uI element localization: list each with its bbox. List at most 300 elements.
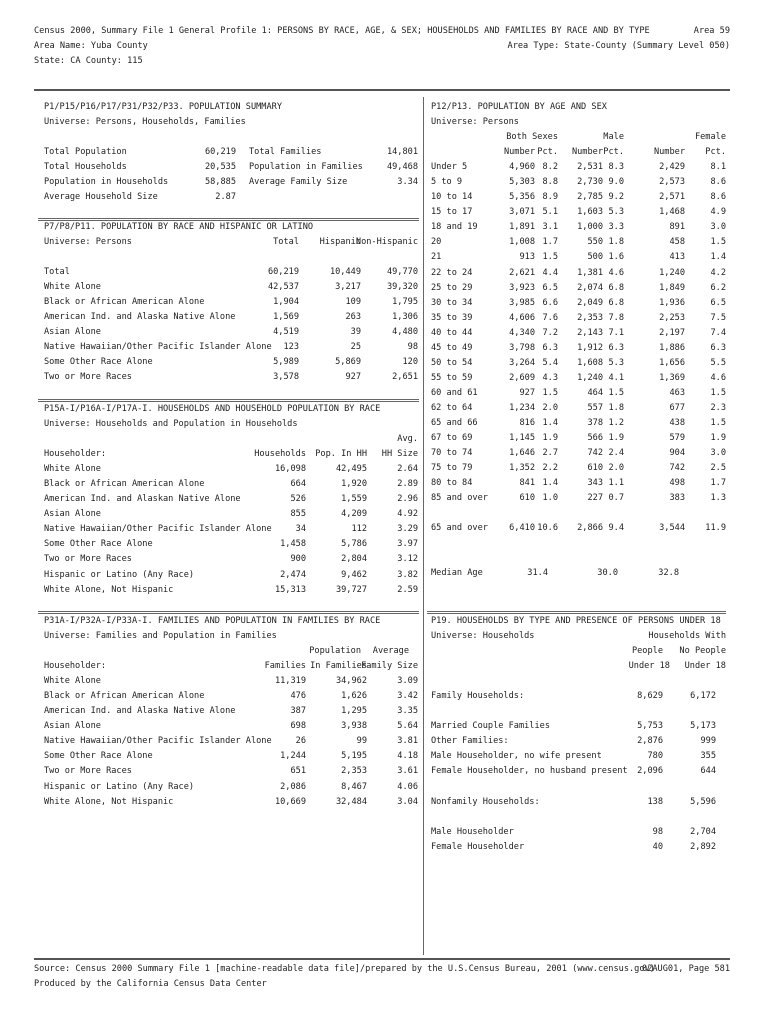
area-name: Area Name: Yuba County xyxy=(34,41,148,51)
male-number: 742 xyxy=(587,448,603,459)
male-pct: 2.4 xyxy=(608,448,624,459)
col-header-average: Average xyxy=(372,646,409,657)
median-age-row: Median Age 31.4 30.0 32.8 xyxy=(431,568,679,579)
female-number: 2,197 xyxy=(659,327,685,338)
non-hispanic-value: 120 xyxy=(402,357,418,368)
female-pct: 6.3 xyxy=(710,342,726,353)
race-label: White Alone, Not Hispanic xyxy=(44,584,174,595)
households-value: 900 xyxy=(290,554,306,565)
age-label: 20 xyxy=(431,237,442,248)
race-row xyxy=(44,312,418,327)
male-number: 2,074 xyxy=(577,282,603,293)
female-pct: 8.1 xyxy=(710,162,726,173)
female-number: 2,573 xyxy=(659,177,685,188)
race-row xyxy=(44,357,418,372)
male-pct: 5.3 xyxy=(608,357,624,368)
section-title: P31A-I/P32A-I/P33A-I. FAMILIES AND POPULATION IN FAMILIES BY RACE xyxy=(44,616,381,626)
male-number: 1,603 xyxy=(577,207,603,218)
both-number: 927 xyxy=(519,387,535,398)
hh-size-value: 3.12 xyxy=(397,554,418,565)
total-value: 1,569 xyxy=(273,312,299,323)
age-label: 55 to 59 xyxy=(431,372,473,383)
age-row xyxy=(431,192,726,207)
in-families-value: 1,626 xyxy=(341,691,367,702)
total-value: 42,537 xyxy=(267,282,299,293)
female-number: 383 xyxy=(669,493,685,504)
age-row xyxy=(431,313,726,328)
section-universe: Universe: Households and Population in Households xyxy=(44,419,298,430)
hh-type-row: Male Householder, no wife present 780 355 xyxy=(431,751,716,762)
section-universe: Universe: Persons, Households, Families xyxy=(44,117,246,128)
source-note: Source: Census 2000 Summary File 1 [machine-readable data file]/prepared by the U.S.Census Bureau, 2001 (www.census.gov) xyxy=(34,964,655,974)
col-header-households-with: Households With xyxy=(648,631,726,642)
family-race-row xyxy=(44,797,418,812)
family-race-row xyxy=(44,706,418,721)
male-number: 1,240 xyxy=(577,372,603,383)
households-value: 1,458 xyxy=(280,539,306,550)
row-label: Average Family Size xyxy=(249,177,348,188)
male-pct: 1.2 xyxy=(608,417,624,428)
both-number: 3,798 xyxy=(509,342,535,353)
male-pct: 6.8 xyxy=(608,297,624,308)
race-label: Native Hawaiian/Other Pacific Islander Alone xyxy=(44,736,272,747)
family-size-value: 3.35 xyxy=(397,706,418,717)
col-header-pct: Pct. xyxy=(705,147,726,158)
col-header-in-families: In Families xyxy=(310,661,367,672)
section-title: P12/P13. POPULATION BY AGE AND SEX xyxy=(431,102,607,112)
non-hispanic-value: 1,795 xyxy=(392,297,418,308)
both-pct: 7.6 xyxy=(542,312,558,323)
age-label: 30 to 34 xyxy=(431,297,473,308)
race-label: White Alone xyxy=(44,282,101,293)
male-number: 2,730 xyxy=(577,177,603,188)
male-pct: 1.8 xyxy=(608,237,624,248)
female-pct: 3.0 xyxy=(710,448,726,459)
race-label: Black or African American Alone xyxy=(44,297,205,308)
race-label: Some Other Race Alone xyxy=(44,751,153,762)
col-header-pct: Pct. xyxy=(537,147,558,158)
female-number: 742 xyxy=(669,463,685,474)
female-number: 1,468 xyxy=(659,207,685,218)
female-pct: 1.5 xyxy=(710,237,726,248)
pop-in-hh-value: 9,462 xyxy=(341,569,367,580)
household-race-row xyxy=(44,554,418,569)
male-pct: 1.9 xyxy=(608,433,624,444)
section-divider xyxy=(38,611,419,614)
total-value: 123 xyxy=(283,342,299,353)
hispanic-value: 10,449 xyxy=(329,267,361,278)
hispanic-value: 109 xyxy=(345,297,361,308)
male-pct: 0.7 xyxy=(608,493,624,504)
report-title: Census 2000, Summary File 1 General Profile 1: PERSONS BY RACE, AGE, & SEX; HOUSEHOLDS AND FAMILIES BY RACE AND BY TYPE xyxy=(34,26,650,36)
both-pct: 5.1 xyxy=(542,207,558,218)
col-header-total: Total xyxy=(273,237,299,248)
family-size-value: 4.06 xyxy=(397,781,418,792)
producer-note: Produced by the California Census Data Center xyxy=(34,979,267,989)
summary-row xyxy=(44,192,418,207)
area-type: Area Type: State-County (Summary Level 050) xyxy=(507,41,730,51)
race-row xyxy=(44,327,418,342)
col-header-families: Families xyxy=(264,661,306,672)
female-number: 891 xyxy=(669,222,685,233)
report-footer xyxy=(34,964,730,994)
row-value: 2.87 xyxy=(215,192,236,203)
non-hispanic-value: 98 xyxy=(407,342,418,353)
non-hispanic-value: 1,306 xyxy=(392,312,418,323)
female-number: 458 xyxy=(669,237,685,248)
row-value: 20,535 xyxy=(204,162,236,173)
hh-size-value: 3.82 xyxy=(397,569,418,580)
col-header-people: People xyxy=(631,646,663,657)
family-race-row xyxy=(44,782,418,797)
race-label: Two or More Races xyxy=(44,372,132,383)
hispanic-value: 3,217 xyxy=(335,282,361,293)
col-header-under-18: Under 18 xyxy=(684,661,726,672)
male-pct: 4.6 xyxy=(608,267,624,278)
age-label: 85 and over xyxy=(431,493,488,504)
age-row xyxy=(431,448,726,463)
row-label: Population in Households xyxy=(44,177,169,188)
male-pct: 7.8 xyxy=(608,312,624,323)
female-pct: 6.5 xyxy=(710,297,726,308)
both-number: 3,985 xyxy=(509,297,535,308)
race-label: Two or More Races xyxy=(44,554,132,565)
age-row xyxy=(431,298,726,313)
families-by-race-section xyxy=(44,616,418,812)
both-pct: 6.3 xyxy=(542,342,558,353)
hh-type-row: Family Households: 8,629 6,172 xyxy=(431,691,716,702)
non-hispanic-value: 4,480 xyxy=(392,327,418,338)
female-pct: 1.5 xyxy=(710,417,726,428)
race-label: White Alone, Not Hispanic xyxy=(44,796,174,807)
age-row xyxy=(431,252,726,267)
age-label: 65 and 66 xyxy=(431,417,478,428)
total-value: 4,519 xyxy=(273,327,299,338)
in-families-value: 2,353 xyxy=(341,766,367,777)
race-row xyxy=(44,342,418,357)
row-value: 14,801 xyxy=(386,147,418,158)
both-pct: 1.5 xyxy=(542,252,558,263)
area-number: Area 59 xyxy=(693,26,730,36)
age-label: 22 to 24 xyxy=(431,267,473,278)
race-label: Asian Alone xyxy=(44,509,101,520)
section-universe: Universe: Persons xyxy=(431,117,519,128)
race-row xyxy=(44,267,418,282)
non-hispanic-value: 39,320 xyxy=(386,282,418,293)
age-row xyxy=(431,478,726,493)
both-pct: 1.4 xyxy=(542,478,558,489)
family-size-value: 3.09 xyxy=(397,676,418,687)
race-label: White Alone xyxy=(44,464,101,475)
male-number: 378 xyxy=(587,417,603,428)
female-number: 1,369 xyxy=(659,372,685,383)
age-row xyxy=(431,358,726,373)
female-number: 1,936 xyxy=(659,297,685,308)
race-label: Some Other Race Alone xyxy=(44,539,153,550)
both-number: 610 xyxy=(519,493,535,504)
race-label: Black or African American Alone xyxy=(44,479,205,490)
age-row xyxy=(431,268,726,283)
non-hispanic-value: 2,651 xyxy=(392,372,418,383)
male-number: 1,912 xyxy=(577,342,603,353)
age-row xyxy=(431,162,726,177)
age-label: 25 to 29 xyxy=(431,282,473,293)
male-pct: 6.8 xyxy=(608,282,624,293)
col-header-hh-size: HH Size xyxy=(381,449,418,460)
in-families-value: 99 xyxy=(356,736,367,747)
male-number: 566 xyxy=(587,433,603,444)
male-number: 1,608 xyxy=(577,357,603,368)
families-value: 651 xyxy=(290,766,306,777)
both-pct: 6.5 xyxy=(542,282,558,293)
family-race-row xyxy=(44,736,418,751)
col-header-avg: Avg. xyxy=(397,434,418,445)
households-value: 16,098 xyxy=(274,464,306,475)
both-number: 4,960 xyxy=(509,162,535,173)
total-value: 3,578 xyxy=(273,372,299,383)
report-header xyxy=(34,26,730,71)
section-divider xyxy=(38,218,419,221)
both-number: 2,609 xyxy=(509,372,535,383)
both-number: 1,891 xyxy=(509,222,535,233)
female-number: 677 xyxy=(669,402,685,413)
age-label: 40 to 44 xyxy=(431,327,473,338)
section-divider xyxy=(38,399,419,402)
families-value: 698 xyxy=(290,721,306,732)
col-header-hispanic: Hispanic xyxy=(319,237,361,248)
both-number: 1,352 xyxy=(509,463,535,474)
both-number: 816 xyxy=(519,417,535,428)
female-pct: 1.9 xyxy=(710,433,726,444)
households-by-type-section xyxy=(431,616,726,857)
hispanic-value: 5,869 xyxy=(335,357,361,368)
pop-in-hh-value: 42,495 xyxy=(335,464,367,475)
household-race-row xyxy=(44,585,418,600)
pop-in-hh-value: 112 xyxy=(351,524,367,535)
family-race-row xyxy=(44,676,418,691)
male-number: 2,531 xyxy=(577,162,603,173)
male-pct: 6.3 xyxy=(608,342,624,353)
households-by-race-section xyxy=(44,404,418,600)
families-value: 476 xyxy=(290,691,306,702)
col-header-under-18: Under 18 xyxy=(628,661,670,672)
age-label: 15 to 17 xyxy=(431,207,473,218)
age-label: 5 to 9 xyxy=(431,177,463,188)
race-label: Some Other Race Alone xyxy=(44,357,153,368)
female-pct: 8.6 xyxy=(710,192,726,203)
household-race-row xyxy=(44,570,418,585)
female-pct: 1.5 xyxy=(710,387,726,398)
row-value: 3.34 xyxy=(397,177,418,188)
male-number: 1,000 xyxy=(577,222,603,233)
race-label: American Ind. and Alaska Native Alone xyxy=(44,706,236,717)
age-label: 18 and 19 xyxy=(431,222,478,233)
row-value: 58,885 xyxy=(204,177,236,188)
both-number: 5,303 xyxy=(509,177,535,188)
in-families-value: 5,195 xyxy=(341,751,367,762)
female-pct: 5.5 xyxy=(710,357,726,368)
race-label: Total xyxy=(44,267,70,278)
col-header-number: Number xyxy=(571,147,603,158)
male-number: 343 xyxy=(587,478,603,489)
family-size-value: 3.42 xyxy=(397,691,418,702)
households-value: 664 xyxy=(290,479,306,490)
family-race-row xyxy=(44,751,418,766)
section-divider xyxy=(427,611,726,614)
col-header-family-size: Family Size xyxy=(361,661,418,672)
age-row xyxy=(431,328,726,343)
both-number: 5,356 xyxy=(509,192,535,203)
row-label: Total Families xyxy=(249,147,322,158)
both-pct: 3.1 xyxy=(542,222,558,233)
race-label: Native Hawaiian/Other Pacific Islander Alone xyxy=(44,342,272,353)
col-header-number: Number xyxy=(503,147,535,158)
age-row xyxy=(431,177,726,192)
female-pct: 4.9 xyxy=(710,207,726,218)
age-label: 75 to 79 xyxy=(431,463,473,474)
family-size-value: 5.64 xyxy=(397,721,418,732)
male-pct: 1.1 xyxy=(608,478,624,489)
both-pct: 1.9 xyxy=(542,433,558,444)
male-pct: 1.8 xyxy=(608,402,624,413)
hh-size-value: 3.97 xyxy=(397,539,418,550)
race-label: White Alone xyxy=(44,676,101,687)
both-pct: 4.3 xyxy=(542,372,558,383)
female-pct: 2.3 xyxy=(710,402,726,413)
female-number: 1,656 xyxy=(659,357,685,368)
pop-in-hh-value: 4,209 xyxy=(341,509,367,520)
female-number: 413 xyxy=(669,252,685,263)
families-value: 1,244 xyxy=(280,751,306,762)
hh-type-row: Female Householder, no husband present 2,096 644 xyxy=(431,766,716,777)
female-number: 1,240 xyxy=(659,267,685,278)
both-number: 1,234 xyxy=(509,402,535,413)
families-value: 11,319 xyxy=(274,676,306,687)
age-label: 10 to 14 xyxy=(431,192,473,203)
male-pct: 1.5 xyxy=(608,387,624,398)
male-number: 2,049 xyxy=(577,297,603,308)
summary-row xyxy=(44,162,418,177)
hh-size-value: 3.29 xyxy=(397,524,418,535)
section-title: P19. HOUSEHOLDS BY TYPE AND PRESENCE OF PERSONS UNDER 18 xyxy=(431,616,721,626)
in-families-value: 1,295 xyxy=(341,706,367,717)
households-value: 526 xyxy=(290,494,306,505)
pop-in-hh-value: 1,920 xyxy=(341,479,367,490)
both-pct: 1.5 xyxy=(542,387,558,398)
age-label: 80 to 84 xyxy=(431,478,473,489)
families-value: 10,669 xyxy=(274,796,306,807)
both-number: 4,606 xyxy=(509,312,535,323)
household-race-row xyxy=(44,509,418,524)
summary-row xyxy=(44,147,418,162)
race-label: Black or African American Alone xyxy=(44,691,205,702)
hispanic-value: 39 xyxy=(350,327,361,338)
age-row xyxy=(431,463,726,478)
hh-size-value: 2.59 xyxy=(397,584,418,595)
hh-type-row: Nonfamily Households: 138 5,596 xyxy=(431,796,716,807)
female-pct: 2.5 xyxy=(710,463,726,474)
male-pct: 9.2 xyxy=(608,192,624,203)
female-pct: 7.5 xyxy=(710,312,726,323)
hh-type-row: Married Couple Families 5,753 5,173 xyxy=(431,721,716,732)
female-number: 1,849 xyxy=(659,282,685,293)
both-number: 3,071 xyxy=(509,207,535,218)
family-race-row xyxy=(44,691,418,706)
both-pct: 4.4 xyxy=(542,267,558,278)
col-header-population: Population xyxy=(309,646,361,657)
age-label: 62 to 64 xyxy=(431,402,473,413)
female-number: 2,571 xyxy=(659,192,685,203)
female-number: 498 xyxy=(669,478,685,489)
both-number: 1,145 xyxy=(509,433,535,444)
population-summary xyxy=(44,102,418,207)
female-pct: 4.6 xyxy=(710,372,726,383)
pop-in-hh-value: 2,804 xyxy=(341,554,367,565)
age-label: 21 xyxy=(431,252,442,263)
age-row xyxy=(431,222,726,237)
both-pct: 8.8 xyxy=(542,177,558,188)
female-number: 2,429 xyxy=(659,162,685,173)
col-header-pop-in-hh: Pop. In HH xyxy=(315,449,367,460)
hh-size-value: 2.64 xyxy=(397,464,418,475)
race-label: American Ind. and Alaskan Native Alone xyxy=(44,494,241,505)
total-value: 60,219 xyxy=(267,267,299,278)
both-pct: 8.2 xyxy=(542,162,558,173)
male-number: 610 xyxy=(587,463,603,474)
female-number: 2,253 xyxy=(659,312,685,323)
female-pct: 1.3 xyxy=(710,493,726,504)
hh-type-row: Female Householder 40 2,892 xyxy=(431,841,716,852)
age-row xyxy=(431,388,726,403)
both-pct: 1.0 xyxy=(542,493,558,504)
age-row xyxy=(431,343,726,358)
pop-in-hh-value: 5,786 xyxy=(341,539,367,550)
both-pct: 1.4 xyxy=(542,417,558,428)
row-label: Average Household Size xyxy=(44,192,158,203)
age-row xyxy=(431,207,726,222)
both-pct: 7.2 xyxy=(542,327,558,338)
female-number: 904 xyxy=(669,448,685,459)
households-value: 15,313 xyxy=(274,584,306,595)
group-header-male: Male xyxy=(603,132,624,143)
age-label: 70 to 74 xyxy=(431,448,473,459)
female-number: 1,886 xyxy=(659,342,685,353)
both-number: 4,340 xyxy=(509,327,535,338)
col-header-number: Number xyxy=(653,147,685,158)
race-label: Two or More Races xyxy=(44,766,132,777)
hispanic-value: 263 xyxy=(345,312,361,323)
total-value: 5,989 xyxy=(273,357,299,368)
age-label: 67 to 69 xyxy=(431,433,473,444)
race-label: American Ind. and Alaska Native Alone xyxy=(44,312,236,323)
pop-in-hh-value: 1,559 xyxy=(341,494,367,505)
col-header-no-people: No People xyxy=(679,646,726,657)
female-number: 579 xyxy=(669,433,685,444)
hispanic-value: 927 xyxy=(345,372,361,383)
female-number: 438 xyxy=(669,417,685,428)
in-families-value: 32,484 xyxy=(335,796,367,807)
hh-size-value: 2.89 xyxy=(397,479,418,490)
state-county: State: CA County: 115 xyxy=(34,56,143,66)
household-race-row xyxy=(44,539,418,554)
both-number: 1,008 xyxy=(509,237,535,248)
male-number: 1,381 xyxy=(577,267,603,278)
race-label: Hispanic or Latino (Any Race) xyxy=(44,781,195,792)
household-race-row xyxy=(44,494,418,509)
race-label: Native Hawaiian/Other Pacific Islander Alone xyxy=(44,524,272,535)
hh-type-row: Male Householder 98 2,704 xyxy=(431,826,716,837)
male-pct: 5.3 xyxy=(608,207,624,218)
